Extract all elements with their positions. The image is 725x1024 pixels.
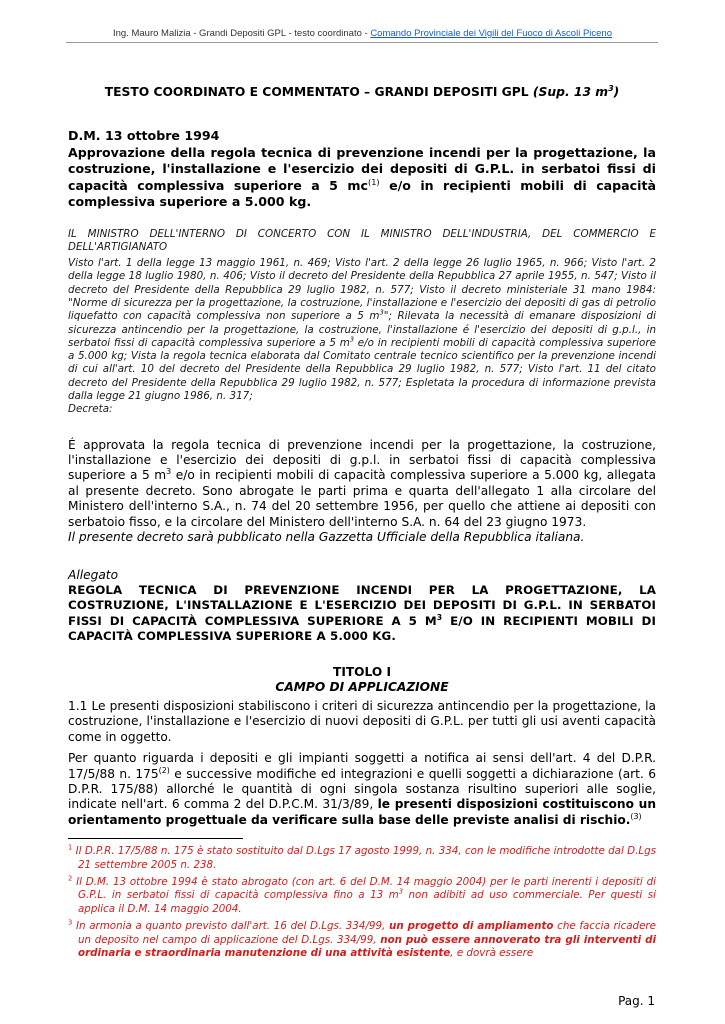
title-note: (Sup. 13 m: [532, 85, 609, 99]
header-text: Ing. Mauro Malizia - Grandi Depositi GPL - testo coordinato -: [113, 28, 371, 39]
approval-exp: 3: [166, 467, 172, 477]
approval-b: e/o in recipienti mobili di capacità complessiva superiore a 5.000 kg, allegata al presente decreto. Sono abrogate le parti prima e quarta dell'allegato 1 alla circolare del Ministero dell'interno S.A., n. 74 del 20 settembre 1956, per quello che attiene ai depositi con serbatoio fisso, e la circolare del Ministero dell'interno S.A. n. 64 del 23 giugno 1973.: [68, 468, 656, 529]
paragraph-1-1: 1.1 Le presenti disposizioni stabiliscono i criteri di sicurezza antincendio per la progettazione, la costruzione, l'installazione e l'esercizio di nuovi depositi di G.P.L. per tutti gli usi aventi capacità come in oggetto.: [68, 698, 656, 744]
fn1-num: 1: [68, 843, 73, 852]
p2-b: e successive modifiche ed integrazioni e quelli soggetti a dichiarazione (art. 6 D.P.R. 175/88) allorché le quantità di ogni singola sostanza risultino superiori alle soglie, indicate nell'art. 6 comma 2 del D.P.C.M. 31/3/89,: [68, 766, 656, 812]
fn2-exp: 3: [398, 887, 403, 896]
fn3-a: In armonia a quanto previsto dall'art. 16 del D.Lgs. 334/99,: [75, 920, 389, 933]
decree-subject: [68, 145, 656, 211]
decree-heading: [68, 128, 656, 211]
allegato-heading-a: REGOLA TECNICA DI PREVENZIONE INCENDI PER LA PROGETTAZIONE, LA COSTRUZIONE, L'INSTALLAZIONE E L'ESERCIZIO DEI DEPOSITI DI G.P.L. IN SERBATOI FISSI DI CAPACITÀ COMPLESSIVA SUPERIORE A 5 M: [68, 582, 656, 628]
fn3-num: 3: [68, 918, 73, 927]
approval-paragraph: [68, 438, 656, 530]
titolo-name: CAMPO DI APPLICAZIONE: [275, 680, 449, 695]
footnote-3: [68, 920, 656, 960]
visto-b: "; Rilevata la necessità di emanare disposizioni di sicurezza antincendio per la progettazione, la costruzione, l'installazione é l'esercizio dei depositi di g.p.l., in serbatoi fissi di capacità complessiva superiore a 5 m: [68, 310, 656, 349]
fn3-bold-2: non può essere annoverato tra gli interventi di ordinaria e straordinaria manutenzione di una attività esistente: [78, 933, 656, 959]
document-title: [68, 85, 656, 99]
paragraph-1-1-b: [68, 751, 656, 828]
footnote-ref-1[interactable]: (1): [368, 176, 380, 187]
subject-a: Approvazione della regola tecnica di prevenzione incendi per la progettazione, la costruzione, l'installazione e l'esercizio dei depositi di G.P.L. in serbatoi fissi di capacità complessiva superiore a 5 mc: [68, 144, 656, 193]
allegato-label: Allegato: [68, 567, 119, 582]
preamble-text: [68, 257, 656, 403]
visto-exp2: 3: [349, 335, 355, 344]
fn2-num: 2: [68, 874, 73, 883]
publication-note: Il presente decreto sarà pubblicato nella Gazzetta Ufficiale della Repubblica italiana.: [68, 530, 585, 545]
footnote-1: [68, 845, 656, 872]
fn3-c: che faccia ricadere un deposito nel campo di applicazione del D.Lgs. 334/99,: [78, 920, 656, 946]
header-rule: [66, 42, 658, 43]
allegato-heading-exp: 3: [436, 612, 443, 622]
allegato-heading-b: E/O IN RECIPIENTI MOBILI DI CAPACITÀ COMPLESSIVA SUPERIORE A 5.000 KG.: [68, 613, 656, 644]
fn2-a: Il D.M. 13 ottobre 1994 è stato abrogato (con art. 6 del D.M. 14 maggio 2004) per le parti inerenti i depositi di G.P.L. in serbatoi fissi di capacità complessiva fino a 13 m: [76, 875, 656, 902]
title-close: ): [613, 85, 620, 99]
p2-bold: le presenti disposizioni costituiscono un orientamento progettuale da verificare sulla base delle previste analisi di rischio.: [68, 797, 656, 827]
header-link[interactable]: Comando Provinciale dei Vigili del Fuoco di Ascoli Piceno: [370, 28, 612, 39]
fn3-d: , e dovrà essere: [450, 947, 534, 959]
title-main: TESTO COORDINATO E COMMENTATO – GRANDI DEPOSITI GPL: [104, 85, 533, 99]
decree-date: D.M. 13 ottobre 1994: [68, 128, 220, 143]
titolo-number: TITOLO I: [333, 664, 391, 679]
footnote-separator: [68, 838, 243, 839]
visto-c: e/o in recipienti mobili di capacità complessiva superiore a 5.000 kg; Vista la regola tecnica elaborata dal Comitato centrale tecnico scientifico per la prevenzione incendi di cui all'art. 10 del decreto del Presidente della Repubblica 29 luglio 1982, n. 577; Visto l'art. 11 del citato decreto del Presidente della Repubblica 29 luglio 1982, n. 577; Espletata la procedura di informazione prevista dalla legge 21 giugno 1986, n. 317;: [68, 336, 656, 403]
p2-a: Per quanto riguarda i depositi e gli impianti soggetti a notifica ai sensi dell'art. 4 del D.P.R. 17/5/88 n. 175: [68, 751, 656, 781]
visto-exp1: 3: [379, 308, 384, 317]
decreta: Decreta:: [68, 403, 113, 416]
main-content: [68, 85, 656, 964]
visto-a: Visto l'art. 1 della legge 13 maggio 1961, n. 469; Visto l'art. 2 della legge 26 luglio 1965, n. 966; Visto l'art. 2 della legge 18 luglio 1980, n. 406; Visto il decreto del Presidente della Repubblica 27 aprile 1955, n. 547; Visto il decreto del Presidente della Repubblica 29 luglio 1982, n. 577; Visto il decreto ministeriale 31 mano 1984: "Norme di sicurezza per la progettazione, la costruzione, l'installazione e l'esercizio dei depositi di gas di petrolio liquefatto con capacità complessiva non superiore a 5 m: [68, 257, 656, 323]
footnote-2: [68, 876, 656, 916]
footnote-ref-3[interactable]: (3): [630, 811, 642, 821]
approval-a: É approvata la regola tecnica di prevenzione incendi per la progettazione, la costruzione, l'installazione e l'esercizio dei depositi di g.p.l. in serbatoi fissi di capacità complessiva superiore a 5 m: [68, 437, 656, 483]
fn2-b: non adibiti ad uso commerciale. Per questi si applica il D.M. 14 maggio 2004.: [78, 889, 656, 915]
fn3-bold-1: un progetto di ampliamento: [389, 920, 554, 933]
title-exp: 3: [608, 83, 614, 93]
footnote-ref-2[interactable]: (2): [158, 765, 170, 775]
allegato-heading: [68, 583, 656, 645]
fn1-text: Il D.P.R. 17/5/88 n. 175 è stato sostituito dal D.Lgs 17 agosto 1999, n. 334, con le modifiche introdotte dal D.Lgs 21 settembre 2005 n. 238.: [75, 845, 656, 871]
page-number: Pag. 1: [618, 994, 655, 1008]
running-header: [0, 28, 725, 39]
minister-line: IL MINISTRO DELL'INTERNO DI CONCERTO CON IL MINISTRO DELL'INDUSTRIA, DEL COMMERCIO E DELL'ARTIGIANATO: [68, 227, 656, 253]
subject-b: e/o in recipienti mobili di capacità complessiva superiore a 5.000 kg.: [68, 177, 656, 209]
